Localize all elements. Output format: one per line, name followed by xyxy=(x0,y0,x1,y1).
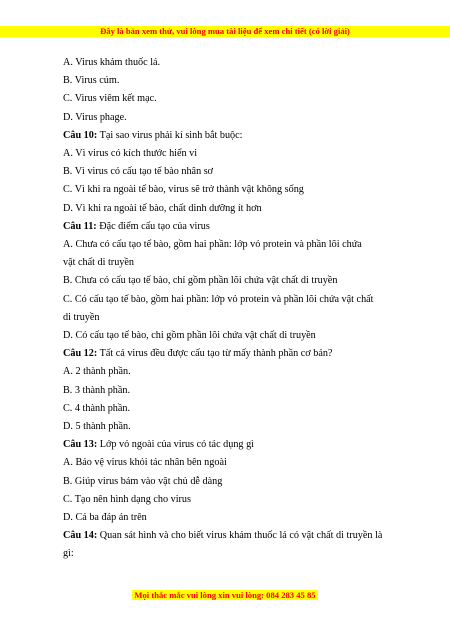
question-number: Câu 11: xyxy=(63,220,97,232)
line-text: D. Cả ba đáp án trên xyxy=(63,512,147,524)
answer-line xyxy=(63,491,399,509)
question-line xyxy=(63,127,399,145)
answer-line xyxy=(63,109,399,127)
question-number: Câu 10: xyxy=(63,129,98,141)
answer-line xyxy=(63,382,399,400)
answer-line xyxy=(63,200,399,218)
question-line xyxy=(63,436,399,454)
contact-footer-banner xyxy=(0,590,450,601)
line-text: D. Có cấu tạo tế bào, chỉ gồm phần lõi chứa vật chất di truyền xyxy=(63,330,316,342)
answer-line xyxy=(63,509,399,527)
line-text: A. Bảo vệ virus khỏi tác nhân bên ngoài xyxy=(63,457,227,469)
line-text: B. Vì virus có cấu tạo tế bào nhân sơ xyxy=(63,166,214,178)
answer-line xyxy=(63,418,399,436)
answer-line xyxy=(63,272,399,290)
answer-line xyxy=(63,90,399,108)
line-text: Tại sao virus phải kí sinh bắt buộc: xyxy=(97,129,243,141)
question-line xyxy=(63,218,399,236)
answer-line xyxy=(63,54,399,72)
question-number: Câu 14: xyxy=(63,530,98,542)
line-text: di truyền xyxy=(63,311,100,323)
line-text: vật chất di truyền xyxy=(63,257,135,269)
answer-line xyxy=(63,181,399,199)
answer-line xyxy=(63,72,399,90)
question-line xyxy=(63,527,399,545)
answer-line xyxy=(63,545,399,563)
question-number: Câu 13: xyxy=(63,439,98,451)
answer-line xyxy=(63,327,399,345)
contact-footer-text: Mọi thắc mắc vui lòng xin vui lòng: 084 283 45 85 xyxy=(134,590,316,600)
line-text: Quan sát hình và cho biết virus khảm thuốc lá có vật chất di truyền là xyxy=(97,530,383,542)
answer-line xyxy=(63,145,399,163)
line-text: Tất cả virus đều được cấu tạo từ mấy thành phần cơ bản? xyxy=(97,348,333,360)
question-number: Câu 12: xyxy=(63,348,98,360)
answer-line xyxy=(63,400,399,418)
line-text: Lớp vỏ ngoài của virus có tác dụng gì xyxy=(97,439,254,451)
line-text: C. Tạo nên hình dạng cho virus xyxy=(63,493,191,505)
answer-line xyxy=(63,473,399,491)
line-text: D. Virus phage. xyxy=(63,111,127,123)
line-text: C. Virus viêm kết mạc. xyxy=(63,93,157,105)
line-text: B. Giúp virus bám vào vật chủ dễ dàng xyxy=(63,475,223,487)
line-text: D. 5 thành phần. xyxy=(63,421,131,433)
line-text: A. Chưa có cấu tạo tế bào, gồm hai phần: lớp vỏ protein và phần lõi chứa xyxy=(63,239,362,251)
answer-line xyxy=(63,254,399,272)
line-text: Đặc điểm cấu tạo của virus xyxy=(96,220,210,232)
line-text: A. Virus khảm thuốc lá. xyxy=(63,57,161,68)
line-text: B. Virus cúm. xyxy=(63,75,120,87)
line-text: C. 4 thành phần. xyxy=(63,402,131,414)
answer-line xyxy=(63,163,399,181)
line-text: B. 3 thành phần. xyxy=(63,384,131,396)
answer-line xyxy=(63,454,399,472)
preview-notice-banner xyxy=(0,26,450,37)
line-text: B. Chưa có cấu tạo tế bào, chỉ gồm phần lõi chứa vật chất di truyền xyxy=(63,275,338,287)
line-text: A. Vì virus có kích thước hiển vi xyxy=(63,148,198,160)
answer-line xyxy=(63,363,399,381)
line-text: D. Vì khi ra ngoài tế bào, chất dinh dưỡng ít hơn xyxy=(63,202,262,214)
preview-notice-text: Đây là bản xem thử, vui lòng mua tài liệu để xem chi tiết (có lời giải) xyxy=(100,26,350,36)
answer-line xyxy=(63,236,399,254)
line-text: A. 2 thành phần. xyxy=(63,366,131,378)
line-text: C. Có cấu tạo tế bào, gồm hai phần: lớp vỏ protein và phần lõi chứa vật chất xyxy=(63,293,374,305)
question-line xyxy=(63,345,399,363)
answer-line xyxy=(63,309,399,327)
line-text: C. Vì khi ra ngoài tế bào, virus sẽ trở thành vật không sống xyxy=(63,184,304,196)
line-text: gì: xyxy=(63,548,74,560)
document-body xyxy=(63,54,399,564)
answer-line xyxy=(63,291,399,309)
